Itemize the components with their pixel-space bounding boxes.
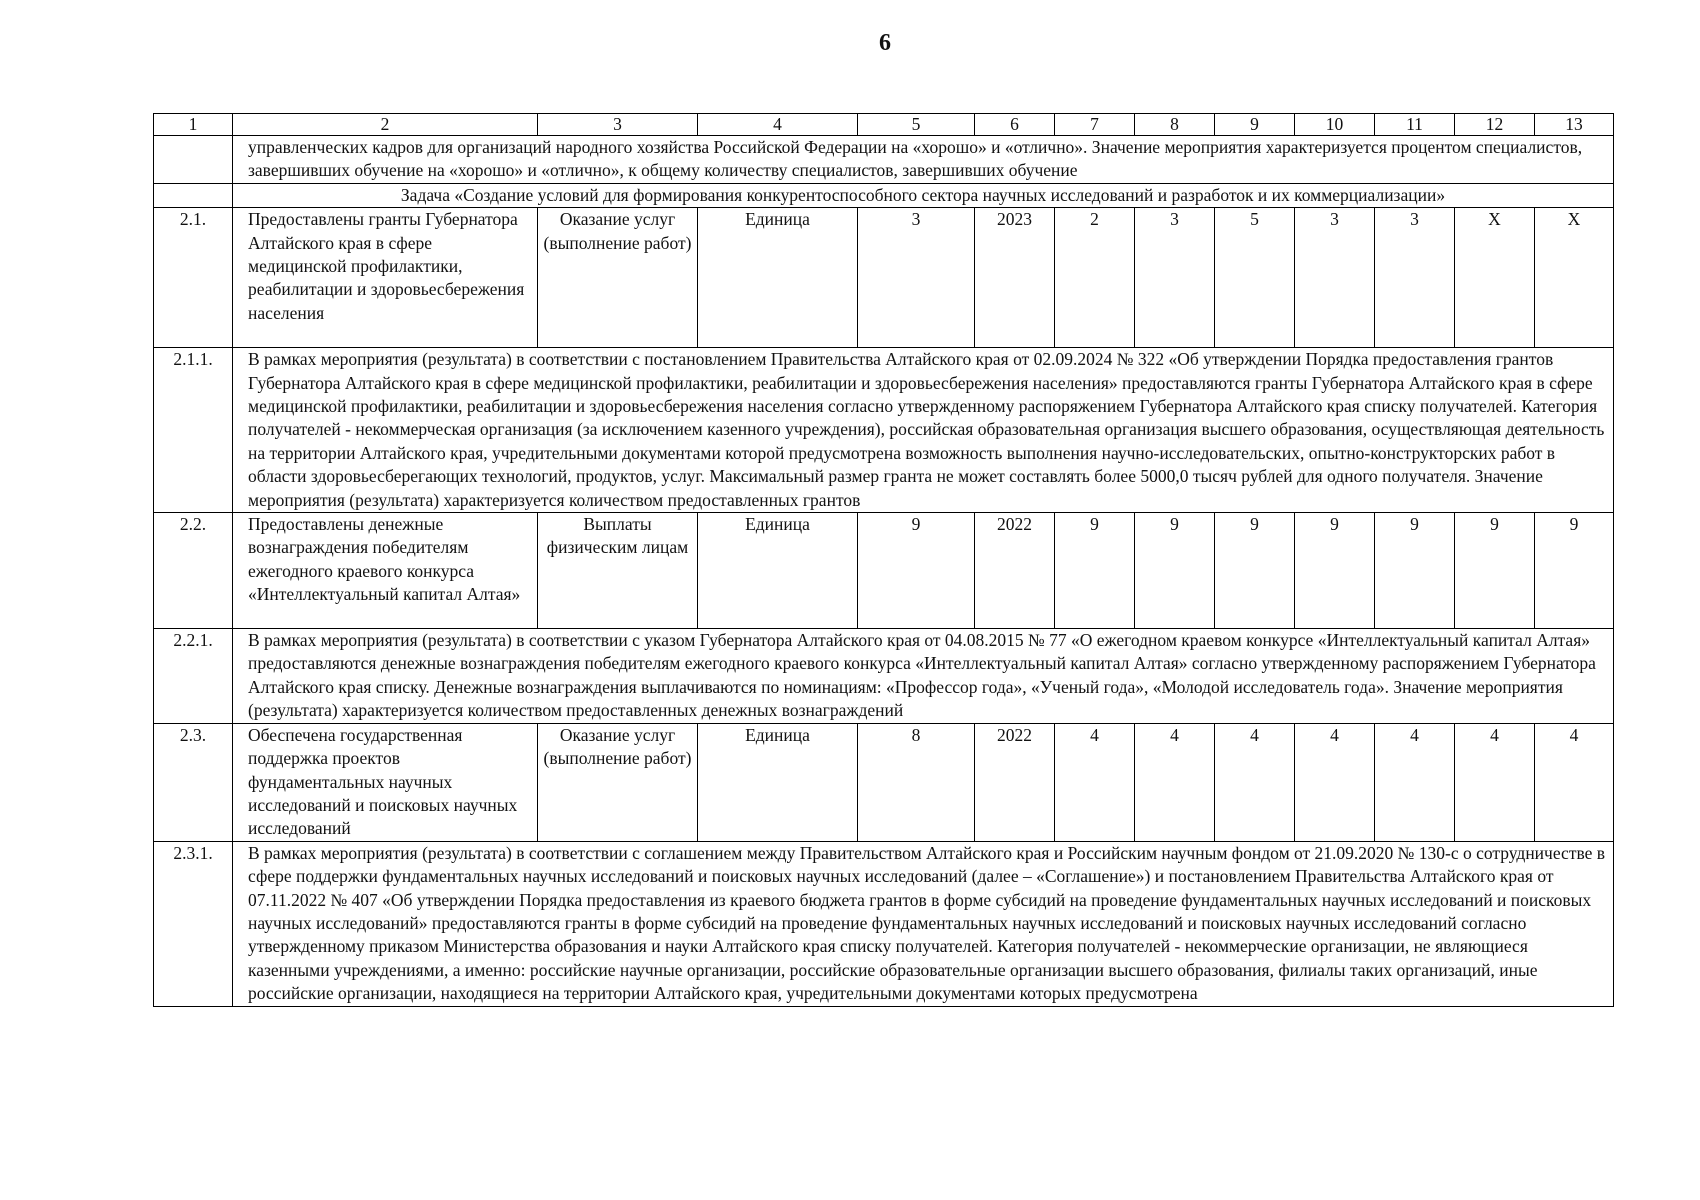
header-cell: 6 <box>975 114 1055 136</box>
detail-number: 2.2.1. <box>154 629 233 724</box>
header-cell: 11 <box>1375 114 1455 136</box>
value-cell: 9 <box>1215 513 1295 629</box>
task-row <box>154 183 1614 207</box>
continuation-row <box>154 136 1614 184</box>
base-year: 2022 <box>975 723 1055 841</box>
header-cell: 8 <box>1135 114 1215 136</box>
base-value: 9 <box>858 513 975 629</box>
measure-type: Выплаты физическим лицам <box>538 513 698 629</box>
task-text: Задача «Создание условий для формирования конкурентоспособного сектора научных исследований и разработок и их коммерциализации» <box>233 183 1614 207</box>
measure-unit: Единица <box>698 723 858 841</box>
measure-number: 2.3. <box>154 723 233 841</box>
value-cell: 4 <box>1375 723 1455 841</box>
measure-row <box>154 723 1614 841</box>
measure-name: Обеспечена государственная поддержка проектов фундаментальных научных исследований и поисковых научных исследований <box>233 723 538 841</box>
header-cell: 1 <box>154 114 233 136</box>
header-row <box>154 114 1614 136</box>
base-year: 2023 <box>975 208 1055 348</box>
value-cell: X <box>1455 208 1535 348</box>
measure-row <box>154 513 1614 629</box>
detail-text: В рамках мероприятия (результата) в соответствии с указом Губернатора Алтайского края от 04.08.2015 № 77 «О ежегодном краевом конкурсе «Интеллектуальный капитал Алтая» предоставляются денежные вознаграждения победителям ежегодного краевого конкурса «Интеллектуальный капитал Алтая» согласно утвержденному распоряжением Губернатора Алтайского края списку. Денежные вознаграждения выплачиваются по номинациям: «Профессор года», «Ученый года», «Молодой исследователь года». Значение мероприятия (результата) характеризуется количеством предоставленных денежных вознаграждений <box>233 629 1614 724</box>
value-cell: 3 <box>1135 208 1215 348</box>
value-cell: 4 <box>1535 723 1614 841</box>
measure-detail-row <box>154 841 1614 1006</box>
header-cell: 3 <box>538 114 698 136</box>
header-cell: 12 <box>1455 114 1535 136</box>
value-cell: 4 <box>1455 723 1535 841</box>
empty-num-cell <box>154 136 233 184</box>
value-cell: 4 <box>1055 723 1135 841</box>
value-cell: 9 <box>1375 513 1455 629</box>
value-cell: 4 <box>1135 723 1215 841</box>
measure-name: Предоставлены денежные вознаграждения победителям ежегодного краевого конкурса «Интеллектуальный капитал Алтая» <box>233 513 538 629</box>
detail-number: 2.1.1. <box>154 348 233 513</box>
base-value: 3 <box>858 208 975 348</box>
measure-unit: Единица <box>698 208 858 348</box>
header-cell: 7 <box>1055 114 1135 136</box>
measure-number: 2.1. <box>154 208 233 348</box>
value-cell: 4 <box>1215 723 1295 841</box>
value-cell: 3 <box>1375 208 1455 348</box>
value-cell: 4 <box>1295 723 1375 841</box>
value-cell: 9 <box>1135 513 1215 629</box>
value-cell: 9 <box>1535 513 1614 629</box>
detail-text: В рамках мероприятия (результата) в соответствии с соглашением между Правительством Алтайского края и Российским научным фондом от 21.09.2020 № 130-с о сотрудничестве в сфере поддержки фундаментальных научных исследований и поисковых научных исследований (далее – «Соглашение») и постановлением Правительства Алтайского края от 07.11.2022 № 407 «Об утверждении Порядка предоставления из краевого бюджета грантов в форме субсидий на проведение фундаментальных научных исследований и поисковых научных исследований» предоставляются гранты в форме субсидий на проведение фундаментальных научных исследований и поисковых научных исследований согласно утвержденному приказом Министерства образования и науки Алтайского края списку получателей. Категория получателей - некоммерческие организации, не являющиеся казенными учреждениями, а именно: российские научные организации, российские образовательные организации высшего образования, филиалы таких организаций, иные российские организации, находящиеся на территории Алтайского края, учредительными документами которых предусмотрена <box>233 841 1614 1006</box>
base-year: 2022 <box>975 513 1055 629</box>
page-number: 6 <box>879 30 891 56</box>
measures-table <box>153 113 1614 1007</box>
header-cell: 13 <box>1535 114 1614 136</box>
value-cell: X <box>1535 208 1614 348</box>
measure-unit: Единица <box>698 513 858 629</box>
empty-num-cell <box>154 183 233 207</box>
value-cell: 9 <box>1055 513 1135 629</box>
measure-type: Оказание услуг (выполнение работ) <box>538 723 698 841</box>
detail-text: В рамках мероприятия (результата) в соответствии с постановлением Правительства Алтайского края от 02.09.2024 № 322 «Об утверждении Порядка предоставления грантов Губернатора Алтайского края в сфере медицинской профилактики, реабилитации и здоровьесбережения населения» предоставляются гранты Губернатора Алтайского края в сфере медицинской профилактики, реабилитации и здоровьесбережения населения согласно утвержденному распоряжением Губернатора Алтайского края списку получателей. Категория получателей - некоммерческая организация (за исключением казенного учреждения), российская образовательная организация высшего образования, осуществляющая деятельность на территории Алтайского края, учредительными документами которой предусмотрена возможность выполнения научно-исследовательских, опытно-конструкторских работ в области здоровьесберегающих технологий, продуктов, услуг. Максимальный размер гранта не может составлять более 5000,0 тысяч рублей для одного получателя. Значение мероприятия (результата) характеризуется количеством предоставленных грантов <box>233 348 1614 513</box>
header-cell: 10 <box>1295 114 1375 136</box>
header-cell: 9 <box>1215 114 1295 136</box>
value-cell: 5 <box>1215 208 1295 348</box>
header-cell: 2 <box>233 114 538 136</box>
continuation-text: управленческих кадров для организаций народного хозяйства Российской Федерации на «хорошо» и «отлично». Значение мероприятия характеризуется процентом специалистов, завершивших обучение на «хорошо» и «отлично», к общему количеству специалистов, завершивших обучение <box>233 136 1614 184</box>
value-cell: 9 <box>1455 513 1535 629</box>
measure-row <box>154 208 1614 348</box>
base-value: 8 <box>858 723 975 841</box>
measure-type: Оказание услуг (выполнение работ) <box>538 208 698 348</box>
value-cell: 9 <box>1295 513 1375 629</box>
measure-detail-row <box>154 629 1614 724</box>
header-cell: 4 <box>698 114 858 136</box>
measure-number: 2.2. <box>154 513 233 629</box>
measure-name: Предоставлены гранты Губернатора Алтайского края в сфере медицинской профилактики, реабилитации и здоровьесбережения населения <box>233 208 538 348</box>
header-cell: 5 <box>858 114 975 136</box>
measure-detail-row <box>154 348 1614 513</box>
value-cell: 3 <box>1295 208 1375 348</box>
value-cell: 2 <box>1055 208 1135 348</box>
detail-number: 2.3.1. <box>154 841 233 1006</box>
